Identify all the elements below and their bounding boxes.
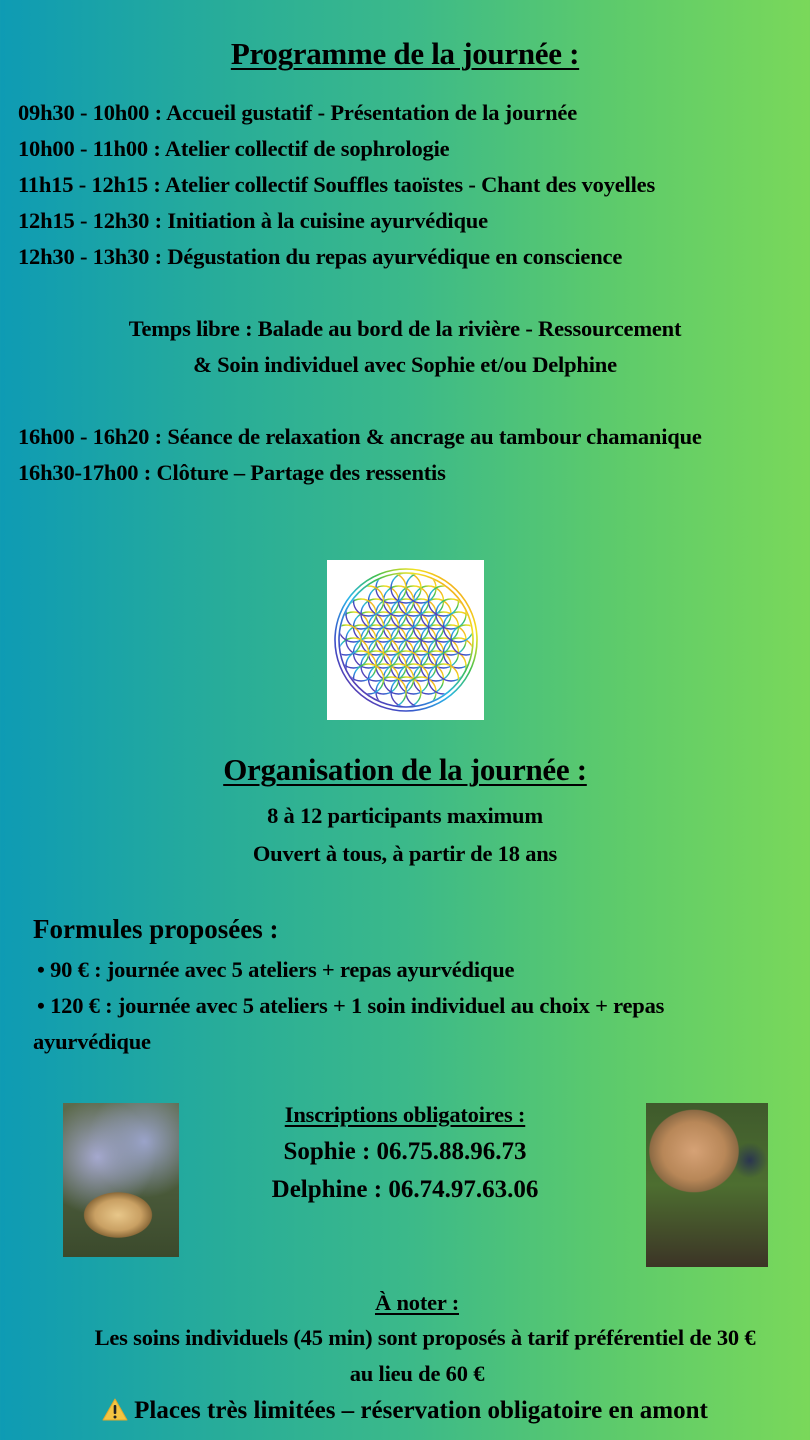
schedule-row [18, 100, 577, 126]
flower-of-life-image [327, 560, 484, 720]
schedule-time: 12h30 - 13h30 : [18, 244, 162, 269]
formule-item: • 120 € : journée avec 5 ateliers + 1 soin individuel au choix + repas [37, 993, 665, 1018]
schedule-activity: Atelier collectif de sophrologie [164, 136, 450, 161]
schedule-activity: Séance de relaxation & ancrage au tambour chamanique [167, 424, 702, 449]
schedule-row [18, 460, 446, 486]
schedule-row [18, 244, 622, 270]
schedule-time: 11h15 - 12h15 : [18, 172, 161, 197]
schedule-time: 10h00 - 11h00 : [18, 136, 161, 161]
note-line: au lieu de 60 € [349, 1361, 485, 1386]
schedule-activity: Dégustation du repas ayurvédique en conscience [167, 244, 623, 269]
flower-of-life-icon [331, 565, 481, 715]
schedule-activity: Atelier collectif Souffles taoïstes - Chant des voyelles [164, 172, 656, 197]
free-time-line: & Soin individuel avec Sophie et/ou Delphine [193, 352, 617, 377]
schedule-row [18, 208, 488, 234]
schedule-time: 09h30 - 10h00 : [18, 100, 162, 125]
schedule-time: 16h00 - 16h20 : [18, 424, 162, 449]
programme-title: Programme de la journée : [230, 36, 580, 71]
schedule-row [18, 424, 702, 450]
schedule-row [18, 136, 449, 162]
schedule-activity: Initiation à la cuisine ayurvédique [167, 208, 488, 233]
note-title: À noter : [374, 1290, 459, 1315]
inscriptions-title: Inscriptions obligatoires : [284, 1102, 526, 1127]
contact-delphine: Delphine : 06.74.97.63.06 [271, 1176, 539, 1203]
schedule-row [18, 172, 655, 198]
formule-item: • 90 € : journée avec 5 ateliers + repas ayurvédique [37, 957, 515, 982]
warning-icon [102, 1398, 128, 1421]
schedule-time: 12h15 - 12h30 : [18, 208, 162, 233]
schedule-activity: Accueil gustatif - Présentation de la journée [166, 100, 577, 125]
schedule-time: 16h30-17h00 : [18, 460, 152, 485]
formules-title: Formules proposées : [33, 914, 279, 944]
free-time-line: Temps libre : Balade au bord de la rivière - Ressourcement [128, 316, 682, 341]
warning-text: Places très limitées – réservation obligatoire en amont [134, 1397, 708, 1424]
formule-item-continuation: ayurvédique [33, 1029, 151, 1054]
contact-sophie: Sophie : 06.75.88.96.73 [283, 1138, 527, 1165]
schedule-activity: Clôture – Partage des ressentis [156, 460, 446, 485]
organisation-title: Organisation de la journée : [223, 752, 587, 787]
organisation-line: Ouvert à tous, à partir de 18 ans [252, 841, 558, 866]
note-line: Les soins individuels (45 min) sont proposés à tarif préférentiel de 30 € [94, 1325, 756, 1350]
warning-line [0, 1397, 810, 1425]
organisation-line: 8 à 12 participants maximum [267, 803, 543, 828]
